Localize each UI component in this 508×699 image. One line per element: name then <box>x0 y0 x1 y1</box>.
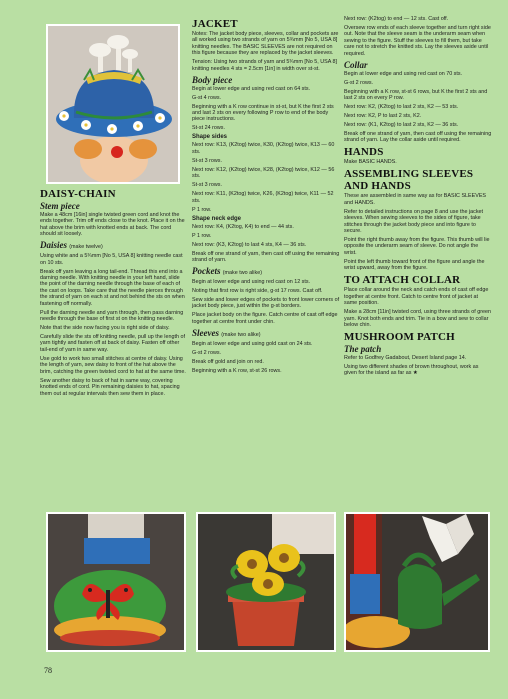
pockets-title: Pockets <box>192 266 221 277</box>
daisies-note: (make twelve) <box>69 244 103 251</box>
paragraph: Refer to detailed instructions on page 8 and use the jacket sleeves. When sewing sleeves to the sides of figure, take stitches through the jacket body piece and into figure to secure. <box>344 208 484 235</box>
butterfly-shoe-photo <box>46 512 186 652</box>
paragraph: Next row: K4, (K2tog, K4) to end — 44 sts. <box>192 223 294 230</box>
column-1 <box>40 186 186 400</box>
subheading-shape-sides: Shape sides <box>192 134 228 141</box>
paragraph: Next row: K12, (K2tog) twice, K28, (K2tog) twice, K12 — 56 sts. <box>192 166 335 180</box>
paragraph: G-st 2 rows. <box>192 349 222 356</box>
paragraph: Break off one strand of yarn, then cast off using the remaining strand of yarn. <box>192 250 340 264</box>
paragraph: Break off yarn leaving a long tail-end. Thread this end into a darning needle. With knitting needle in your left hand, slide the point of the darning needle through the base of each of the cast on loops. Take care that the needle pierces through the strand of yarn on each st and not behind the sts on when fastening off normally. <box>40 268 185 307</box>
paragraph: Pull the darning needle and yarn through, then pass darning needle through the base of first st on the knitting needle. <box>40 309 184 323</box>
daisies-title: Daisies <box>40 240 67 251</box>
section-heading-mushroom-patch: MUSHROOM PATCH <box>344 330 455 343</box>
paragraph: Sew another daisy to back of hat in same way, covering knotted ends of cord. Pin remaining daisies to hat, spacing them out at regular intervals then sew them in place. <box>40 377 180 397</box>
subheading-collar: Collar <box>344 59 368 70</box>
paragraph: G-st 4 rows. <box>192 94 222 101</box>
paragraph: Noting that first row is right side, g-st 17 rows. Cast off. <box>192 288 323 295</box>
paragraph: Tension: Using two strands of yarn and 5¾mm [No 5, USA 8] knitting needles 4 sts = 2.5cm [1in] in width over st-st. <box>192 59 338 72</box>
section-heading-hands: HANDS <box>344 146 384 159</box>
paragraph: Make a 48cm [16in] single twisted green cord and knot the ends together. Trim off ends close to the knot. Place it on the hat above the brim with knotted ends at back. The cord should sit loosely. <box>40 212 185 238</box>
paragraph: Note that the side now facing you is right side of daisy. <box>40 325 170 332</box>
paragraph: These are assembled in same way as for BASIC SLEEVES and HANDS. <box>344 193 487 206</box>
paragraph: Oversew row ends of each sleeve together and turn right side out. Note that the sleeve seam is the underarm seam when sewing to the figure. Stuff the sleeves to fill them, but take care not to stretch the knitted sts. Lay the sleeves aside until required. <box>344 25 491 57</box>
subheading-pockets <box>192 266 340 278</box>
paragraph: Make BASIC HANDS. <box>344 159 397 166</box>
subheading-body-piece: Body piece <box>192 74 233 85</box>
paragraph: Beginning with a K row continue in st-st, but K the first 2 sts and last 2 sts on every following P row to end of the body piece instructions. <box>192 103 334 123</box>
paragraph: Break off gold and join on red. <box>192 358 264 365</box>
paragraph: P 1 row. <box>192 232 212 239</box>
paragraph: P 1 row. <box>192 206 212 213</box>
subheading-shape-neck: Shape neck edge <box>192 215 242 222</box>
paragraph: Next row: K13, (K2tog) twice, K30, (K2tog) twice, K13 — 60 sts. <box>192 142 335 155</box>
butterfly-shoe-illustration <box>48 514 184 650</box>
paragraph: Next row: (K3, K2tog) to last 4 sts, K4 — 36 sts. <box>192 241 307 248</box>
paragraph: Carefully slide the sts off knitting needle, pull up the length of yarn tightly and fasten off at back of daisy. Fasten off other tail-end of yarn in same way. <box>40 334 185 353</box>
watering-can-illustration <box>346 514 488 650</box>
paragraph: Point the left thumb toward front of the figure and angle the wrist upward, away from the figure. <box>344 258 485 272</box>
paragraph: Begin at lower edge and using red cast on 70 sts. <box>344 70 463 77</box>
page-number: 78 <box>44 666 52 675</box>
paragraph: Next row: K2, (K2tog) to last 2 sts, K2 — 53 sts. <box>344 104 459 111</box>
paragraph: Beginning with a K row, st-st 6 rows, but K the first 2 sts and last 2 sts on every P row. <box>344 88 488 102</box>
sleeves-title: Sleeves <box>192 327 219 338</box>
subheading-daisies <box>40 240 186 252</box>
clown-hat-illustration <box>48 26 178 182</box>
paragraph: Sew side and lower edges of pockets to front lower corners of jacket body piece, just within the g-st borders. <box>192 297 340 310</box>
paragraph: Notes: The jacket body piece, sleeves, collar and pockets are all worked using two strands of yarn on 5¾mm [No 5, USA 8] knitting needles. The BASIC SLEEVES are not required on this figure because they are replaced by the jacket sleeves. <box>192 31 339 57</box>
subheading-the-patch: The patch <box>344 343 382 354</box>
paragraph: Refer to Godfrey Gadabout, Desert Island page 14. <box>344 354 467 361</box>
paragraph: Next row: (K1, K2tog) to last 2 sts, K2 — 36 sts. <box>344 122 459 129</box>
paragraph: Begin at lower edge and using gold cast on 24 sts. <box>192 340 313 347</box>
paragraph: Using white and a 5¾mm [No 5, USA 8] knitting needle cast on 10 sts. <box>40 253 183 266</box>
paragraph: Next row: K2, P to last 2 sts, K2. <box>344 113 422 120</box>
section-heading-jacket: JACKET <box>192 18 238 30</box>
paragraph: St-st 24 rows. <box>192 125 225 132</box>
watering-can-photo <box>344 512 490 652</box>
paragraph: Next row: K11, (K2tog) twice, K26, (K2tog) twice, K11 — 52 sts. <box>192 191 334 204</box>
paragraph: Begin at lower edge and using red cast on 64 sts. <box>192 85 311 92</box>
flower-pot-photo <box>196 512 336 652</box>
paragraph: Begin at lower edge and using red cast on 12 sts. <box>192 279 311 286</box>
paragraph: Break off one strand of yarn, then cast off using the remaining strand of yarn. Lay the collar aside until required. <box>344 131 492 144</box>
section-heading-assembling: ASSEMBLING SLEEVES AND HANDS <box>344 168 474 193</box>
pockets-note: (make two alike) <box>222 270 262 277</box>
subheading-stem-piece: Stem piece <box>40 201 80 211</box>
subheading-sleeves <box>192 328 340 340</box>
column-2 <box>192 16 340 377</box>
paragraph: Make a 28cm [11in] twisted cord, using three strands of green yarn. Knot both ends and trim. Tie in a bow and sew to collar below chin. <box>344 309 492 328</box>
section-heading-daisy-chain: DAISY-CHAIN <box>40 188 116 200</box>
column-3 <box>344 16 492 379</box>
flower-pot-illustration <box>198 514 334 650</box>
paragraph: Beginning with a K row, st-st 26 rows. <box>192 367 282 374</box>
paragraph: St-st 3 rows. <box>192 157 222 164</box>
paragraph: St-st 3 rows. <box>192 182 222 189</box>
clown-hat-photo <box>46 24 180 184</box>
paragraph: Point the right thumb away from the figure. This thumb will lie opposite the underarm seam of sleeve. Do not angle the wrist. <box>344 237 490 256</box>
paragraph: Place collar around the neck and catch ends of cast off edge together at centre front. Catch to centre front of jacket at same position. <box>344 287 489 307</box>
sleeves-note: (make two alike) <box>221 331 261 338</box>
section-heading-attach-collar: TO ATTACH COLLAR <box>344 274 461 287</box>
paragraph: Using two different shades of brown throughout, work as given for the island as far as ★ <box>344 363 479 377</box>
paragraph: Use gold to work two small stitches at centre of daisy. Using the length of yarn, sew daisy to front of the hat above the brim, catching the green twisted cord to hat at the same time. <box>40 355 186 375</box>
paragraph: G-st 2 rows. <box>344 79 374 86</box>
paragraph: Next row: (K2tog) to end — 12 sts. Cast off. <box>344 16 449 22</box>
paragraph: Place jacket body on the figure. Catch centre of cast off edge together at centre front under chin. <box>192 312 338 325</box>
